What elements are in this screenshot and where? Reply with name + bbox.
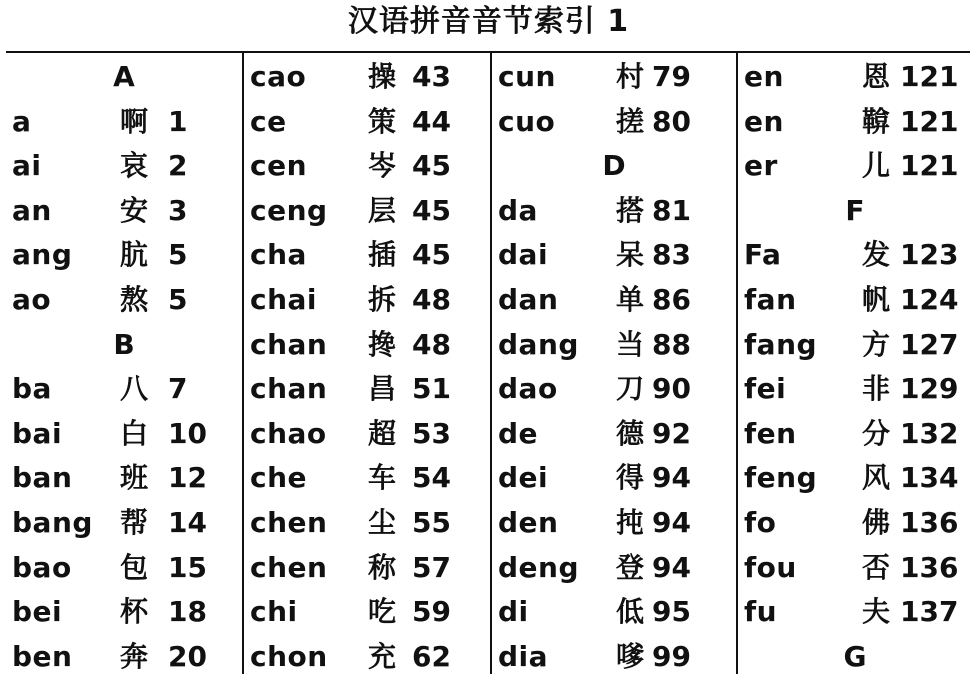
page-number: 80 (652, 104, 691, 138)
index-entry (738, 100, 972, 145)
index-character: 村 (616, 60, 645, 93)
index-character: 刀 (616, 372, 645, 406)
index-entry (738, 233, 972, 278)
page-number: 83 (652, 238, 691, 272)
index-entry (738, 456, 972, 501)
page-number: 15 (168, 550, 207, 584)
index-character: 帮 (120, 506, 149, 539)
index-entry (738, 144, 972, 189)
page-number: 18 (168, 595, 207, 629)
index-character: 恩 (862, 60, 891, 93)
pinyin-syllable: dang (498, 327, 579, 361)
pinyin-syllable: da (498, 193, 538, 227)
index-entry (244, 635, 490, 679)
index-entry (244, 412, 490, 457)
letter-heading: G (843, 639, 867, 673)
index-character: 啊 (120, 104, 149, 138)
page-number: 137 (900, 595, 959, 629)
index-character: 低 (616, 595, 645, 629)
page-number: 14 (168, 506, 207, 539)
page-number: 48 (412, 327, 451, 361)
index-entry (244, 189, 490, 234)
index-entry (492, 55, 736, 100)
index-entry (738, 323, 972, 368)
index-character: 操 (368, 60, 397, 93)
index-entry (6, 189, 242, 234)
pinyin-syllable: ce (250, 104, 287, 138)
index-entry (244, 546, 490, 591)
index-character: 肮 (120, 238, 149, 272)
page-number: 48 (412, 283, 451, 316)
page-number: 86 (652, 283, 691, 316)
index-entry (6, 590, 242, 635)
index-entry (244, 233, 490, 278)
pinyin-syllable: dei (498, 461, 549, 495)
pinyin-syllable: deng (498, 550, 580, 584)
pinyin-syllable: fan (744, 283, 797, 316)
index-character: 奔 (120, 639, 149, 673)
page-number: 136 (900, 506, 959, 539)
index-entry (244, 278, 490, 323)
index-character: 吃 (368, 595, 397, 629)
index-entry (6, 456, 242, 501)
index-entry (492, 278, 736, 323)
index-character: 呆 (616, 238, 645, 272)
index-character: 尘 (368, 506, 397, 539)
index-entry (738, 412, 972, 457)
index-character: 鞥 (862, 104, 891, 138)
index-character: 单 (616, 283, 645, 316)
index-character: 登 (616, 550, 645, 584)
page-number: 12 (168, 461, 207, 495)
pinyin-syllable: fei (744, 372, 787, 406)
page-number: 20 (168, 639, 207, 673)
index-entry (738, 501, 972, 546)
pinyin-syllable: cen (250, 149, 308, 183)
pinyin-syllable: er (744, 149, 778, 183)
index-character: 包 (120, 550, 149, 584)
pinyin-syllable: cao (250, 60, 307, 93)
pinyin-syllable: en (744, 60, 784, 93)
letter-heading: D (602, 149, 626, 183)
index-character: 岑 (368, 149, 397, 183)
index-entry (244, 590, 490, 635)
page-number: 121 (900, 104, 959, 138)
index-character: 德 (616, 416, 645, 450)
index-entry (492, 501, 736, 546)
pinyin-syllable: cun (498, 60, 556, 93)
pinyin-syllable: de (498, 416, 539, 450)
index-character: 扽 (616, 506, 645, 539)
page-number: 5 (168, 238, 188, 272)
page-number: 94 (652, 461, 691, 495)
page-number: 134 (900, 461, 959, 495)
pinyin-syllable: bai (12, 416, 63, 450)
index-entry (6, 233, 242, 278)
index-entry (6, 100, 242, 145)
pinyin-syllable: dan (498, 283, 559, 316)
index-character: 哀 (120, 149, 149, 183)
page-number: 45 (412, 193, 451, 227)
index-entry (244, 144, 490, 189)
page-number: 7 (168, 372, 188, 406)
pinyin-syllable: fen (744, 416, 797, 450)
pinyin-syllable: ang (12, 238, 73, 272)
pinyin-syllable: en (744, 104, 784, 138)
letter-heading: B (113, 327, 135, 361)
page-number: 129 (900, 372, 959, 406)
pinyin-syllable: feng (744, 461, 818, 495)
page-number: 3 (168, 193, 188, 227)
pinyin-syllable: chon (250, 639, 328, 673)
pinyin-syllable: cha (250, 238, 307, 272)
index-character: 夫 (862, 595, 891, 629)
index-entry (492, 100, 736, 145)
page-number: 121 (900, 149, 959, 183)
pinyin-syllable: ceng (250, 193, 328, 227)
pinyin-syllable: a (12, 104, 32, 138)
index-entry (244, 367, 490, 412)
index-entry (738, 546, 972, 591)
index-column-3 (490, 53, 736, 674)
index-character: 层 (368, 193, 397, 227)
index-column-2 (242, 53, 490, 674)
page-number: 54 (412, 461, 451, 495)
pinyin-syllable: fou (744, 550, 797, 584)
index-character: 搭 (616, 193, 645, 227)
page-number: 53 (412, 416, 451, 450)
index-entry (6, 278, 242, 323)
index-column-1 (6, 53, 242, 674)
index-character: 策 (368, 104, 397, 138)
index-character: 发 (862, 238, 891, 272)
index-character: 当 (616, 327, 645, 361)
index-entry (492, 635, 736, 679)
index-character: 非 (862, 372, 891, 406)
index-character: 八 (120, 372, 149, 406)
index-character: 超 (368, 416, 397, 450)
index-character: 搓 (616, 104, 645, 138)
pinyin-syllable: ban (12, 461, 73, 495)
index-character: 得 (616, 461, 645, 495)
pinyin-syllable: cuo (498, 104, 556, 138)
index-character: 班 (120, 461, 149, 495)
pinyin-syllable: ba (12, 372, 52, 406)
page-number: 94 (652, 506, 691, 539)
pinyin-syllable: ben (12, 639, 73, 673)
pinyin-syllable: dai (498, 238, 549, 272)
index-entry (6, 412, 242, 457)
pinyin-syllable: an (12, 193, 52, 227)
index-entry (492, 233, 736, 278)
page-number: 136 (900, 550, 959, 584)
page-number: 62 (412, 639, 451, 673)
pinyin-syllable: chen (250, 550, 328, 584)
page-number: 59 (412, 595, 451, 629)
page-number: 55 (412, 506, 451, 539)
index-character: 拆 (368, 283, 397, 316)
page-number: 99 (652, 639, 691, 673)
index-entry (244, 501, 490, 546)
page-number: 45 (412, 238, 451, 272)
index-entry (244, 55, 490, 100)
pinyin-syllable: chao (250, 416, 327, 450)
page-number: 57 (412, 550, 451, 584)
index-character: 否 (862, 550, 891, 584)
page-number: 95 (652, 595, 691, 629)
index-entry (492, 323, 736, 368)
index-character: 安 (120, 193, 149, 227)
index-entry (738, 367, 972, 412)
index-entry (492, 456, 736, 501)
page-number: 132 (900, 416, 959, 450)
index-entry (6, 144, 242, 189)
index-character: 白 (120, 416, 149, 450)
page-number: 45 (412, 149, 451, 183)
pinyin-syllable: chen (250, 506, 328, 539)
page-number: 92 (652, 416, 691, 450)
index-character: 称 (368, 550, 397, 584)
index-character: 风 (862, 461, 891, 495)
page-number: 79 (652, 60, 691, 93)
index-character: 嗲 (616, 639, 645, 673)
index-entry (244, 323, 490, 368)
pinyin-syllable: ao (12, 283, 52, 316)
page-number: 5 (168, 283, 188, 316)
page-number: 81 (652, 193, 691, 227)
page-title: 汉语拼音音节索引 1 (347, 4, 630, 39)
pinyin-syllable: chan (250, 372, 328, 406)
index-entry (6, 367, 242, 412)
index-entry (738, 55, 972, 100)
index-character: 佛 (862, 506, 891, 539)
index-character: 搀 (368, 327, 397, 361)
index-entry (6, 546, 242, 591)
letter-heading: A (113, 60, 135, 93)
page-number: 94 (652, 550, 691, 584)
page-number: 10 (168, 416, 207, 450)
index-column-4 (736, 53, 972, 674)
pinyin-syllable: bao (12, 550, 72, 584)
page-number: 127 (900, 327, 959, 361)
pinyin-syllable: di (498, 595, 529, 629)
index-entry (244, 100, 490, 145)
pinyin-syllable: chan (250, 327, 328, 361)
pinyin-syllable: dao (498, 372, 558, 406)
pinyin-syllable: chai (250, 283, 318, 316)
index-character: 帆 (862, 283, 891, 316)
pinyin-syllable: fo (744, 506, 777, 539)
index-entry (738, 590, 972, 635)
index-entry (492, 412, 736, 457)
letter-heading: F (845, 193, 865, 227)
page-number: 2 (168, 149, 188, 183)
index-entry (6, 501, 242, 546)
index-entry (6, 635, 242, 679)
index-character: 插 (368, 238, 397, 272)
page-number: 44 (412, 104, 451, 138)
page-number: 1 (168, 104, 188, 138)
page-number: 88 (652, 327, 691, 361)
pinyin-syllable: Fa (744, 238, 782, 272)
pinyin-syllable: che (250, 461, 308, 495)
index-character: 充 (368, 639, 397, 673)
pinyin-syllable: dia (498, 639, 549, 673)
page-number: 51 (412, 372, 451, 406)
index-entry (492, 546, 736, 591)
pinyin-syllable: bei (12, 595, 63, 629)
index-character: 熬 (120, 283, 149, 316)
page-number: 43 (412, 60, 451, 93)
index-character: 车 (368, 461, 397, 495)
index-entry (492, 590, 736, 635)
index-character: 儿 (862, 149, 891, 183)
index-character: 杯 (120, 595, 149, 629)
index-entry (492, 189, 736, 234)
index-character: 昌 (368, 372, 397, 406)
index-entry (244, 456, 490, 501)
pinyin-syllable: den (498, 506, 559, 539)
index-character: 方 (862, 327, 891, 361)
index-entry (492, 367, 736, 412)
pinyin-syllable: fang (744, 327, 818, 361)
page-number: 124 (900, 283, 959, 316)
page-number: 123 (900, 238, 959, 272)
index-entry (738, 278, 972, 323)
pinyin-syllable: chi (250, 595, 298, 629)
pinyin-syllable: bang (12, 506, 93, 539)
pinyin-syllable: fu (744, 595, 778, 629)
index-character: 分 (862, 416, 891, 450)
page-number: 121 (900, 60, 959, 93)
page-number: 90 (652, 372, 691, 406)
pinyin-syllable: ai (12, 149, 42, 183)
